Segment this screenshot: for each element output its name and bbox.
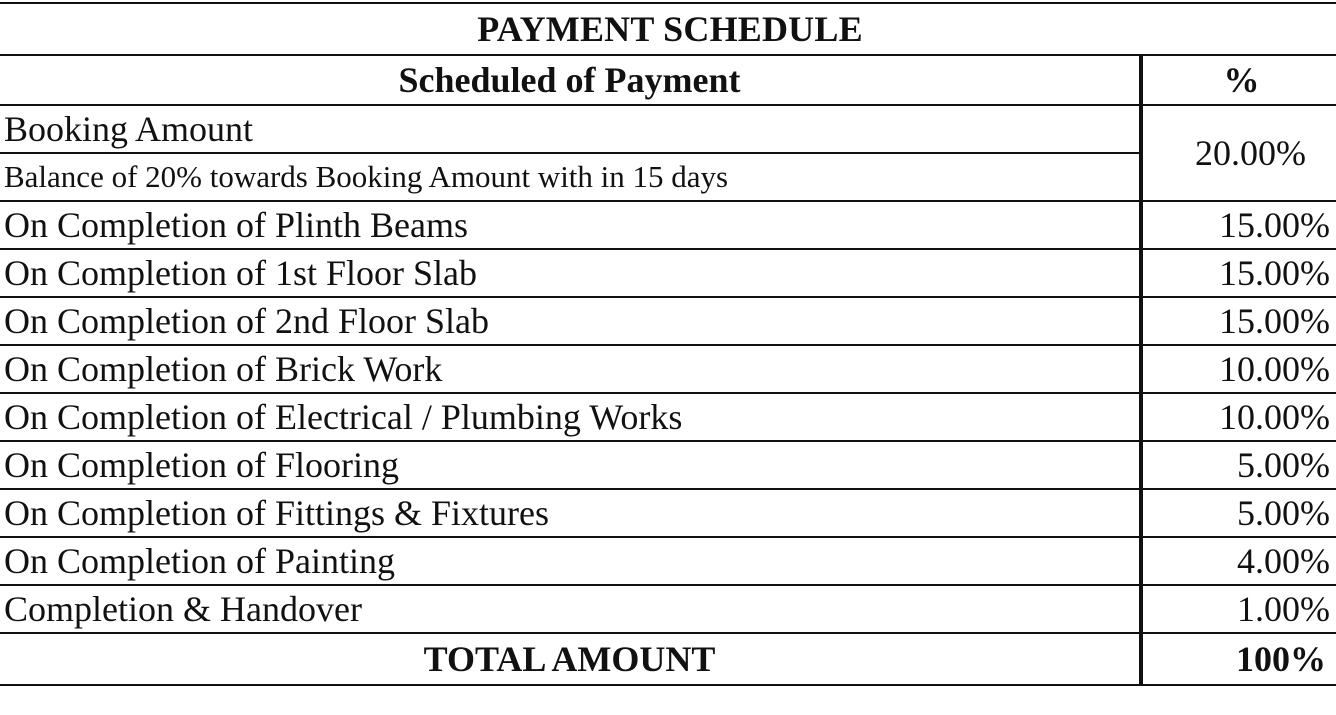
table-row (0, 297, 1336, 345)
stage-cell: On Completion of Fittings & Fixtures (0, 489, 1141, 537)
stage-cell: On Completion of Painting (0, 537, 1141, 585)
percent-column-header: % (1141, 55, 1336, 105)
table-title: PAYMENT SCHEDULE (0, 3, 1336, 55)
table-row-booking-balance (0, 153, 1336, 201)
title-row (0, 3, 1336, 55)
table-row (0, 489, 1336, 537)
percent-cell: 5.00% (1141, 489, 1336, 537)
header-row (0, 55, 1336, 105)
stage-cell: On Completion of 2nd Floor Slab (0, 297, 1141, 345)
total-row (0, 633, 1336, 685)
percent-cell: 15.00% (1141, 201, 1336, 249)
stage-cell: On Completion of Brick Work (0, 345, 1141, 393)
table-row (0, 441, 1336, 489)
table-row-booking (0, 105, 1336, 153)
stage-column-header: Scheduled of Payment (0, 55, 1141, 105)
table-row (0, 249, 1336, 297)
stage-cell: On Completion of Flooring (0, 441, 1141, 489)
table-row (0, 201, 1336, 249)
percent-cell: 1.00% (1141, 585, 1336, 633)
table-row (0, 585, 1336, 633)
percent-cell: 4.00% (1141, 537, 1336, 585)
table-row (0, 345, 1336, 393)
stage-cell: Completion & Handover (0, 585, 1141, 633)
booking-balance-stage-cell: Balance of 20% towards Booking Amount with in 15 days (0, 153, 1141, 201)
booking-stage-cell: Booking Amount (0, 105, 1141, 153)
percent-cell: 10.00% (1141, 345, 1336, 393)
booking-percent-cell: 20.00% (1141, 105, 1336, 201)
payment-schedule-table (0, 2, 1336, 686)
table-row (0, 537, 1336, 585)
total-percent-cell: 100% (1141, 633, 1336, 685)
table-row (0, 393, 1336, 441)
percent-cell: 5.00% (1141, 441, 1336, 489)
total-label-cell: TOTAL AMOUNT (0, 633, 1141, 685)
percent-cell: 15.00% (1141, 249, 1336, 297)
percent-cell: 10.00% (1141, 393, 1336, 441)
stage-cell: On Completion of Plinth Beams (0, 201, 1141, 249)
stage-cell: On Completion of 1st Floor Slab (0, 249, 1141, 297)
stage-cell: On Completion of Electrical / Plumbing Works (0, 393, 1141, 441)
percent-cell: 15.00% (1141, 297, 1336, 345)
